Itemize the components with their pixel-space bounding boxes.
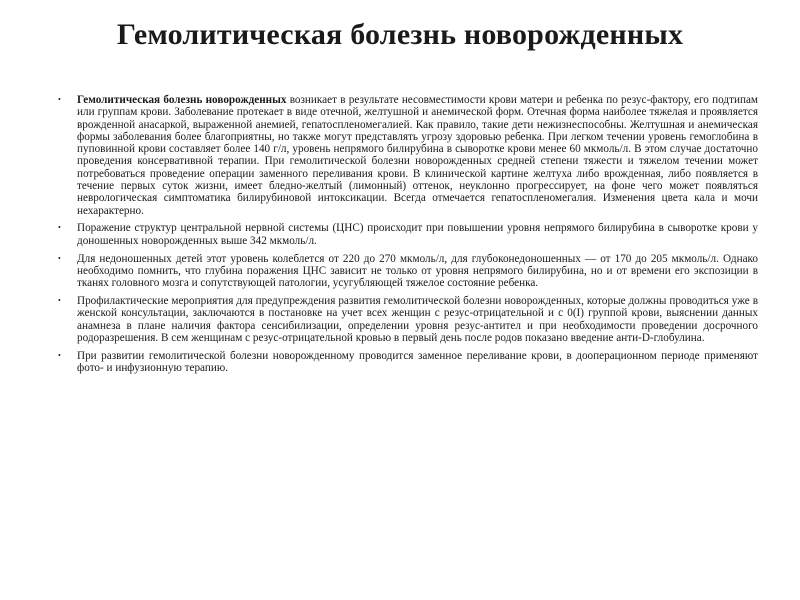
- bullet-text: При развитии гемолитической болезни новорожденному проводится заменное переливание крови, в дооперационном периоде применяют фото- и инфузионную терапию.: [77, 349, 758, 374]
- bullet-text: Для недоношенных детей этот уровень колеблется от 220 до 270 мкмоль/л, для глубоконедоношенных — от 170 до 205 мкмоль/л. Однако необходимо помнить, что глубина поражения ЦНС зависит не только от уровня непрямого билирубина, но и от времени его экспозиции в тканях головного мозга и сопутствующей патологии, усугубляющей тяжелое состояние ребенка.: [77, 252, 758, 290]
- bullet-text: Профилактические мероприятия для предупреждения развития гемолитической болезни новорожденных, которые должны проводиться уже в женской консультации, заключаются в постановке на учет всех женщин с резус-отрицательной и с 0(I) группой крови, выяснении данных анамнеза в плане наличия фактора сенсибилизации, определении уровня резус-антител и при необходимости проведении досрочного родоразрешения. В сем женщинам с резус-отрицательной кровью в первый день после родов показано введение анти-D-глобулина.: [77, 294, 758, 344]
- bullet-item: [58, 94, 758, 217]
- bullet-lead-text: Гемолитическая болезнь новорожденных: [77, 94, 287, 106]
- bullet-item: [58, 295, 758, 344]
- bullet-text: Поражение структур центральной нервной системы (ЦНС) происходит при повышении уровня непрямого билирубина в сыворотке крови у доношенных новорожденных выше 342 мкмоль/л.: [77, 222, 758, 247]
- bullet-list: [58, 94, 758, 380]
- bullet-item: [58, 222, 758, 247]
- bullet-dot-icon: •: [58, 295, 61, 305]
- bullet-dot-icon: •: [58, 350, 61, 360]
- bullet-dot-icon: •: [58, 253, 61, 263]
- bullet-dot-icon: •: [58, 223, 61, 233]
- bullet-item: [58, 253, 758, 290]
- bullet-text: возникает в результате несовместимости крови матери и ребенка по резус-фактору, его подтипам или группам крови. Заболевание протекает в виде отечной, желтушной и анемической форм. Отечная форма наиболее тяжелая и проявляется врожденной анасаркой, выраженной анемией, гепатоспленомегалией. Как правило, такие дети нежизнеспособны. Желтушная и анемическая формы заболевания более благоприятны, но также могут представлять угрозу здоровью ребенка. При легком течении уровень гемоглобина в пуповинной крови составляет более 140 г/л, уровень непрямого билирубина в сыворотке крови менее 60 мкмоль/л. В этом случае достаточно проведения консервативной терапии. При гемолитической болезни новорожденных средней степени тяжести и тяжелом течении может потребоваться проведение операции заменного переливания крови. В клинической картине желтуха либо врожденная, либо появляется в течение первых суток жизни, имеет бледно-желтый (лимонный) оттенок, неуклонно прогрессирует, на фоне чего может появляться неврологическая симптоматика билирубиновой интоксикации. Всегда отмечается гепатоспленомегалия. Изменения цвета кала и мочи нехарактерно.: [77, 94, 758, 217]
- bullet-dot-icon: •: [58, 95, 61, 104]
- bullet-item: [58, 350, 758, 375]
- slide-title: Гемолитическая болезнь новорожденных: [116, 18, 684, 51]
